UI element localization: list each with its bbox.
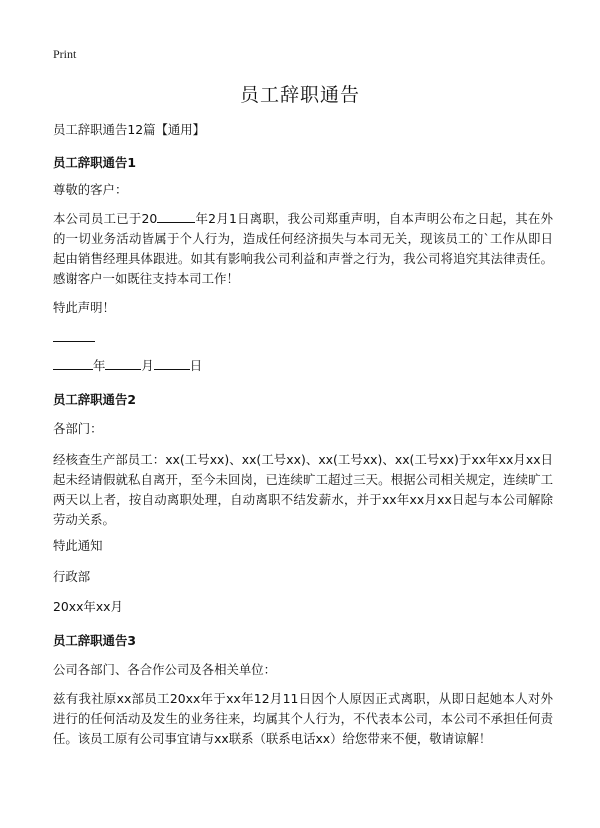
date-blank (157, 210, 195, 223)
day-blank (154, 357, 190, 370)
section-1-closing: 特此声明！ (53, 300, 115, 315)
signature-line (53, 328, 553, 348)
section-3-heading: 员工辞职通告3 (53, 633, 136, 648)
document-subtitle: 员工辞职通告12篇【通用】 (53, 122, 206, 137)
print-link[interactable]: Print (53, 47, 77, 61)
year-blank (53, 357, 93, 370)
section-1-body (53, 209, 553, 289)
year-label: 年 (93, 358, 106, 373)
section-1-date-line (53, 356, 553, 376)
section-2-heading: 员工辞职通告2 (53, 392, 136, 407)
document-title: 员工辞职通告 (239, 84, 360, 106)
month-blank (105, 357, 141, 370)
section-2-date: 20xx年xx月 (53, 599, 123, 614)
section-2-salutation: 各部门： (53, 421, 103, 436)
section-1-salutation: 尊敬的客户： (53, 182, 128, 197)
section-1-body-start: 本公司员工已于20 (53, 211, 158, 226)
section-2-body: 经核查生产部员工：xx(工号xx)、xx(工号xx)、xx(工号xx)、xx(工号xx)于xx年xx月xx日起未经请假就私自离开，至今未回岗，已连续旷工超过三天。根据公司相关规定，连续旷工两天以上者，按自动离职处理，自动离职不结发薪水，并于xx年xx月xx日起与本公司解除劳动关系。 (53, 452, 553, 527)
section-2-closing: 特此通知 (53, 538, 103, 553)
section-3-body: 兹有我社原xx部员工20xx年于xx年12月11日因个人原因正式离职，从即日起她本人对外进行的任何活动及发生的业务往来，均属其个人行为，不代表本公司，本公司不承担任何责任。该员工原有公司事宜请与xx联系（联系电话xx）给您带来不便，敬请谅解！ (53, 691, 553, 746)
section-2-signer: 行政部 (53, 569, 91, 584)
day-label: 日 (189, 358, 203, 373)
section-1-heading: 员工辞职通告1 (53, 155, 136, 170)
signature-blank (53, 329, 95, 342)
section-3-salutation: 公司各部门、各合作公司及各相关单位： (53, 662, 277, 677)
section-1-body-rest: 年2月1日离职，我公司郑重声明，自本声明公布之日起，其在外的一切业务活动皆属于个人行为，造成任何经济损失与本司无关，现该员工的`工作从即日起由销售经理具体跟进。如其有影响我公司利益和声誉之行为，我公司将追究其法律责任。感谢客户一如既往支持本司工作！ (53, 211, 553, 286)
month-label: 月 (141, 358, 154, 373)
